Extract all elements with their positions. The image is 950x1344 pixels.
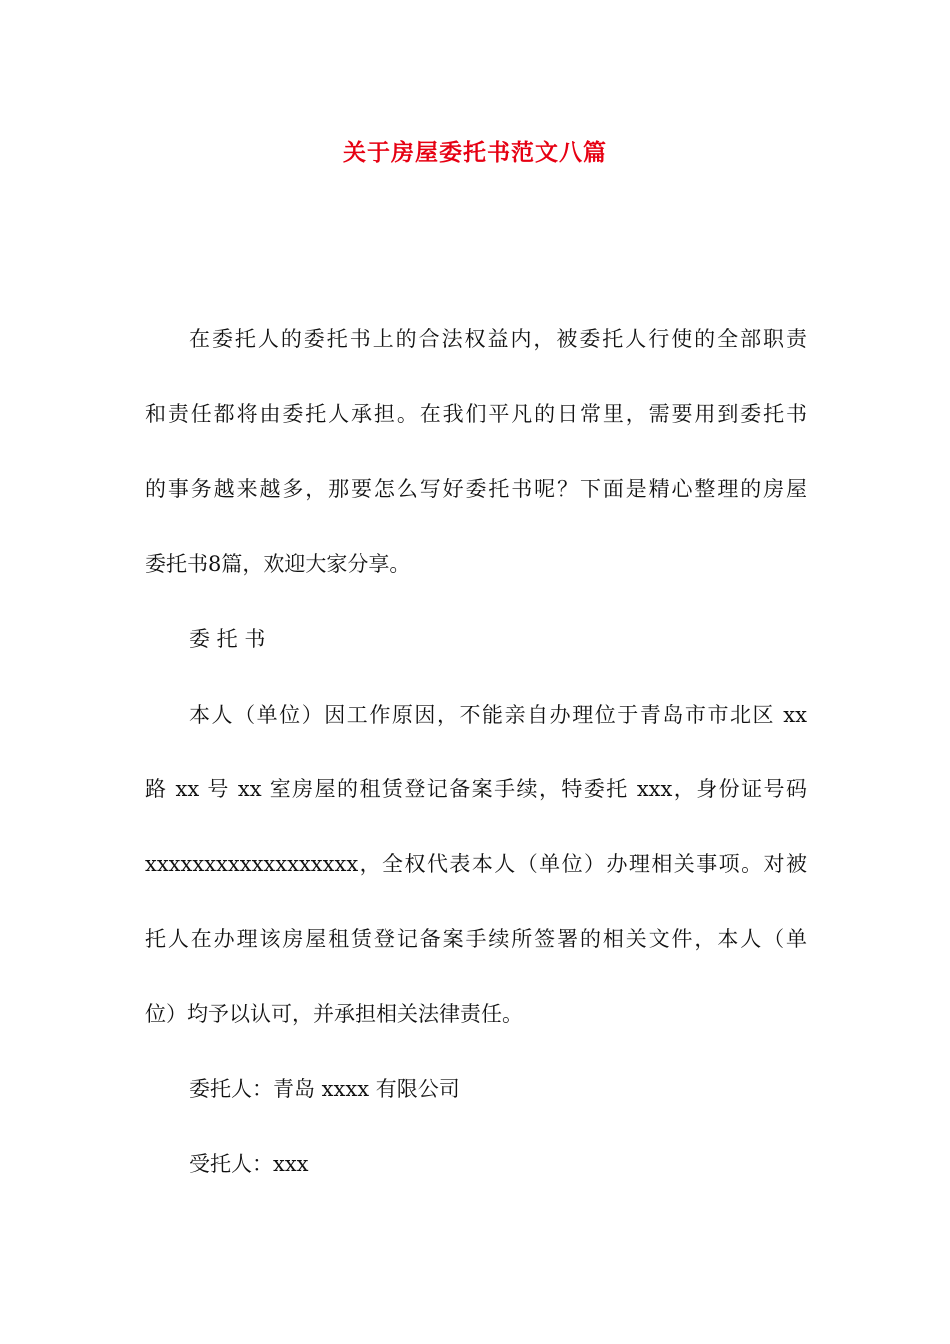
document-title: 关于房屋委托书范文八篇 bbox=[343, 140, 607, 166]
intro-line-4: 委托书8篇，欢迎大家分享。 bbox=[145, 552, 411, 576]
intro-line-1: 在委托人的委托书上的合法权益内，被委托人行使的全部职责 bbox=[189, 327, 807, 351]
body-line-4: 托人在办理该房屋租赁登记备案手续所签署的相关文件，本人（单 bbox=[145, 927, 807, 951]
section-heading: 委 托 书 bbox=[189, 627, 266, 651]
intro-line-3: 的事务越来越多，那要怎么写好委托书呢？下面是精心整理的房屋 bbox=[145, 477, 807, 501]
principal-line: 委托人：青岛 xxxx 有限公司 bbox=[189, 1077, 460, 1101]
agent-line: 受托人：xxx bbox=[189, 1152, 309, 1176]
body-line-3: xxxxxxxxxxxxxxxxxx，全权代表本人（单位）办理相关事项。对被 bbox=[145, 852, 807, 876]
body-line-2: 路 xx 号 xx 室房屋的租赁登记备案手续，特委托 xxx，身份证号码 bbox=[145, 777, 807, 801]
intro-line-2: 和责任都将由委托人承担。在我们平凡的日常里，需要用到委托书 bbox=[145, 402, 807, 426]
body-line-5: 位）均予以认可，并承担相关法律责任。 bbox=[145, 1002, 523, 1026]
body-line-1: 本人（单位）因工作原因，不能亲自办理位于青岛市市北区 xx bbox=[189, 703, 807, 727]
